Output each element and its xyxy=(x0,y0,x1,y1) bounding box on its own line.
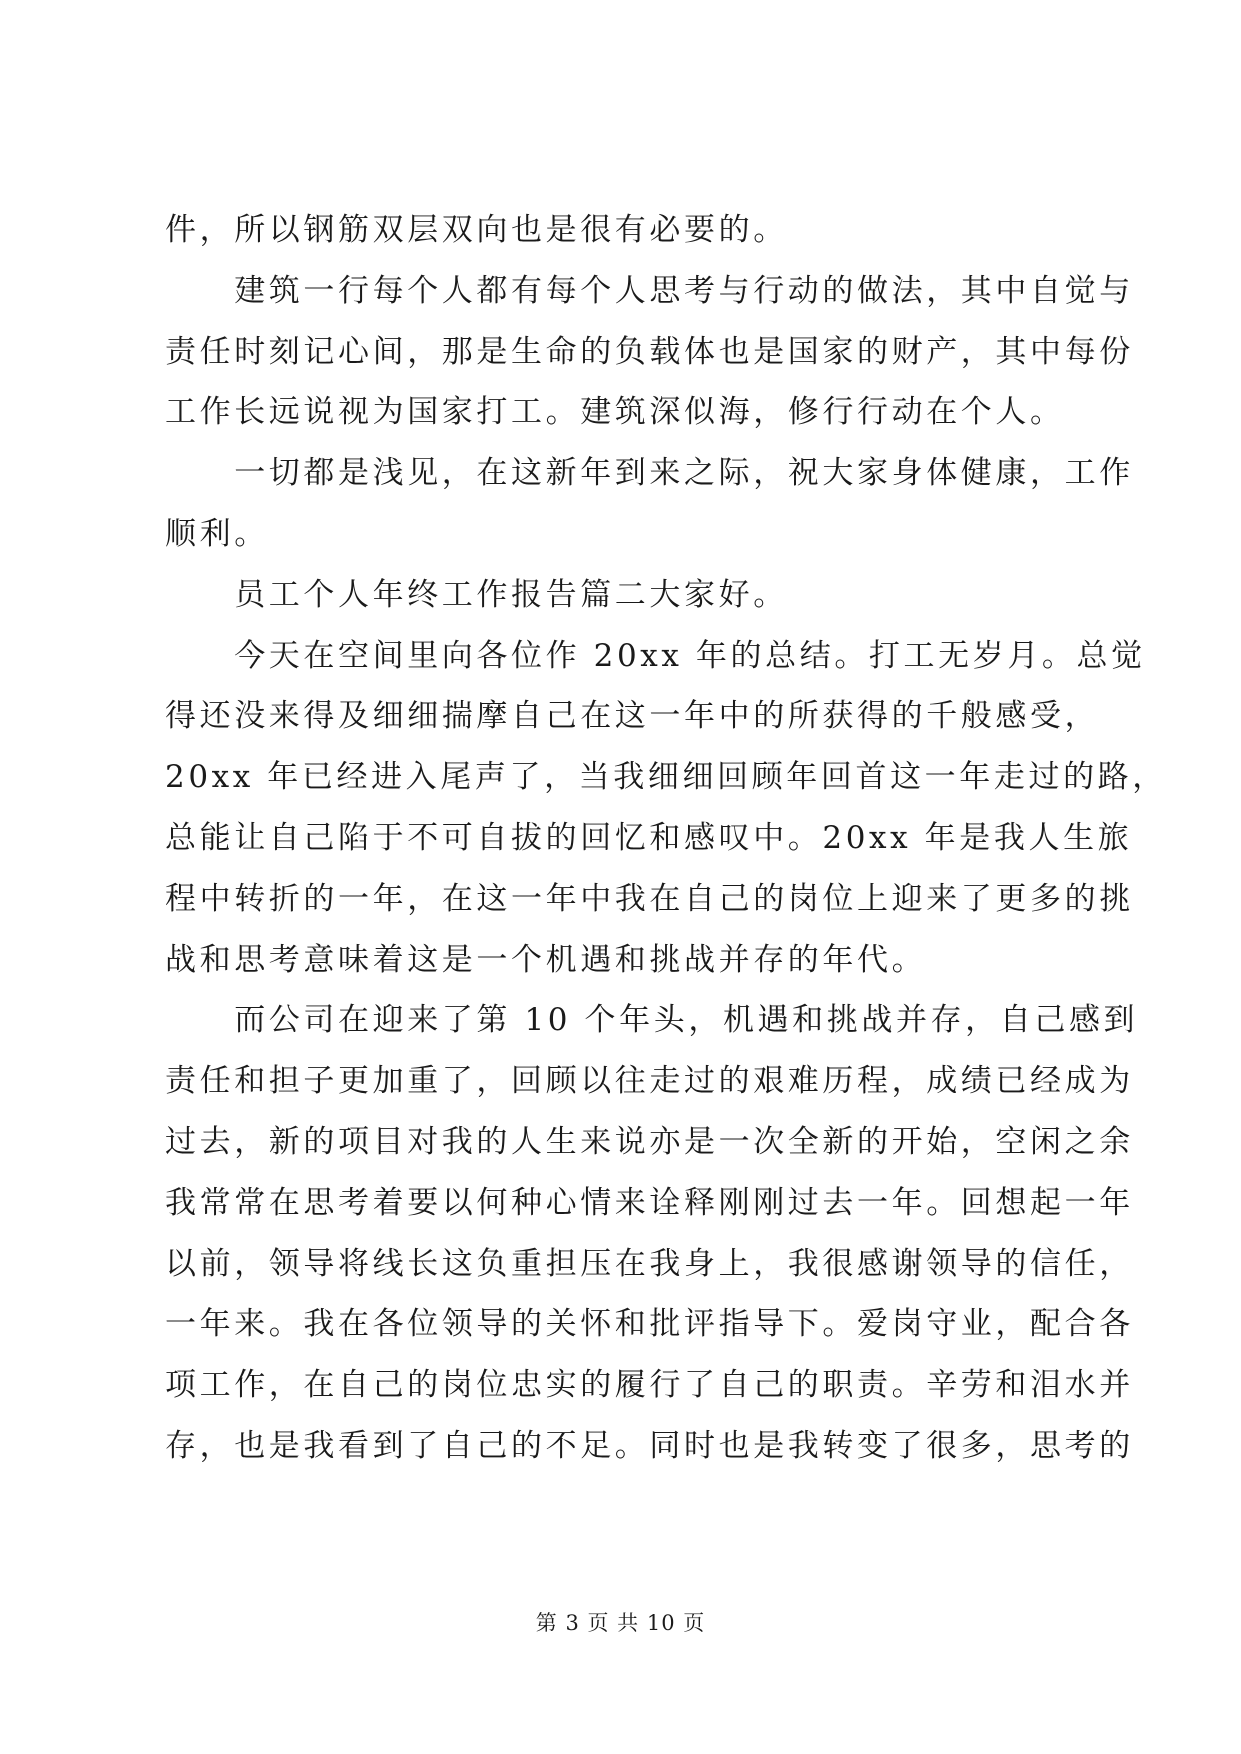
text-line: 工作长远说视为国家打工。建筑深似海，修行行动在个人。 xyxy=(165,394,1065,431)
text-line: 今天在空间里向各位作 20xx 年的总结。打工无岁月。总觉 xyxy=(165,637,1146,674)
text-line: 一切都是浅见，在这新年到来之际，祝大家身体健康，工作 xyxy=(165,455,1134,492)
text-line: 20xx 年已经进入尾声了，当我细细回顾年回首这一年走过的路， xyxy=(165,759,1167,796)
text-line: 责任时刻记心间，那是生命的负载体也是国家的财产，其中每份 xyxy=(165,333,1134,370)
text-line: 程中转折的一年，在这一年中我在自己的岗位上迎来了更多的挑 xyxy=(165,880,1134,917)
page-number-footer: 第 3 页 共 10 页 xyxy=(535,1611,706,1635)
text-line: 我常常在思考着要以何种心情来诠释刚刚过去一年。回想起一年 xyxy=(165,1184,1134,1221)
text-line: 一年来。我在各位领导的关怀和批评指导下。爱岗守业，配合各 xyxy=(165,1306,1134,1343)
text-line: 战和思考意味着这是一个机遇和挑战并存的年代。 xyxy=(165,941,927,978)
text-line: 以前，领导将线长这负重担压在我身上，我很感谢领导的信任， xyxy=(165,1245,1134,1282)
text-line: 而公司在迎来了第 10 个年头，机遇和挑战并存，自己感到 xyxy=(165,1002,1139,1039)
text-line: 顺利。 xyxy=(165,515,269,552)
text-line: 件，所以钢筋双层双向也是很有必要的。 xyxy=(165,212,788,248)
text-line: 得还没来得及细细揣摩自己在这一年中的所获得的千般感受， xyxy=(165,698,1100,735)
text-line: 总能让自己陷于不可自拔的回忆和感叹中。20xx 年是我人生旅 xyxy=(165,819,1133,856)
body-text xyxy=(165,200,1167,1477)
text-line: 员工个人年终工作报告篇二大家好。 xyxy=(165,576,788,613)
text-line: 项工作，在自己的岗位忠实的履行了自己的职责。辛劳和泪水并 xyxy=(165,1367,1134,1404)
text-line: 存，也是我看到了自己的不足。同时也是我转变了很多，思考的 xyxy=(165,1427,1134,1464)
text-line: 责任和担子更加重了，回顾以往走过的艰难历程，成绩已经成为 xyxy=(165,1063,1134,1100)
text-line: 过去，新的项目对我的人生来说亦是一次全新的开始，空闲之余 xyxy=(165,1123,1134,1160)
text-line: 建筑一行每个人都有每个人思考与行动的做法，其中自觉与 xyxy=(165,272,1134,309)
